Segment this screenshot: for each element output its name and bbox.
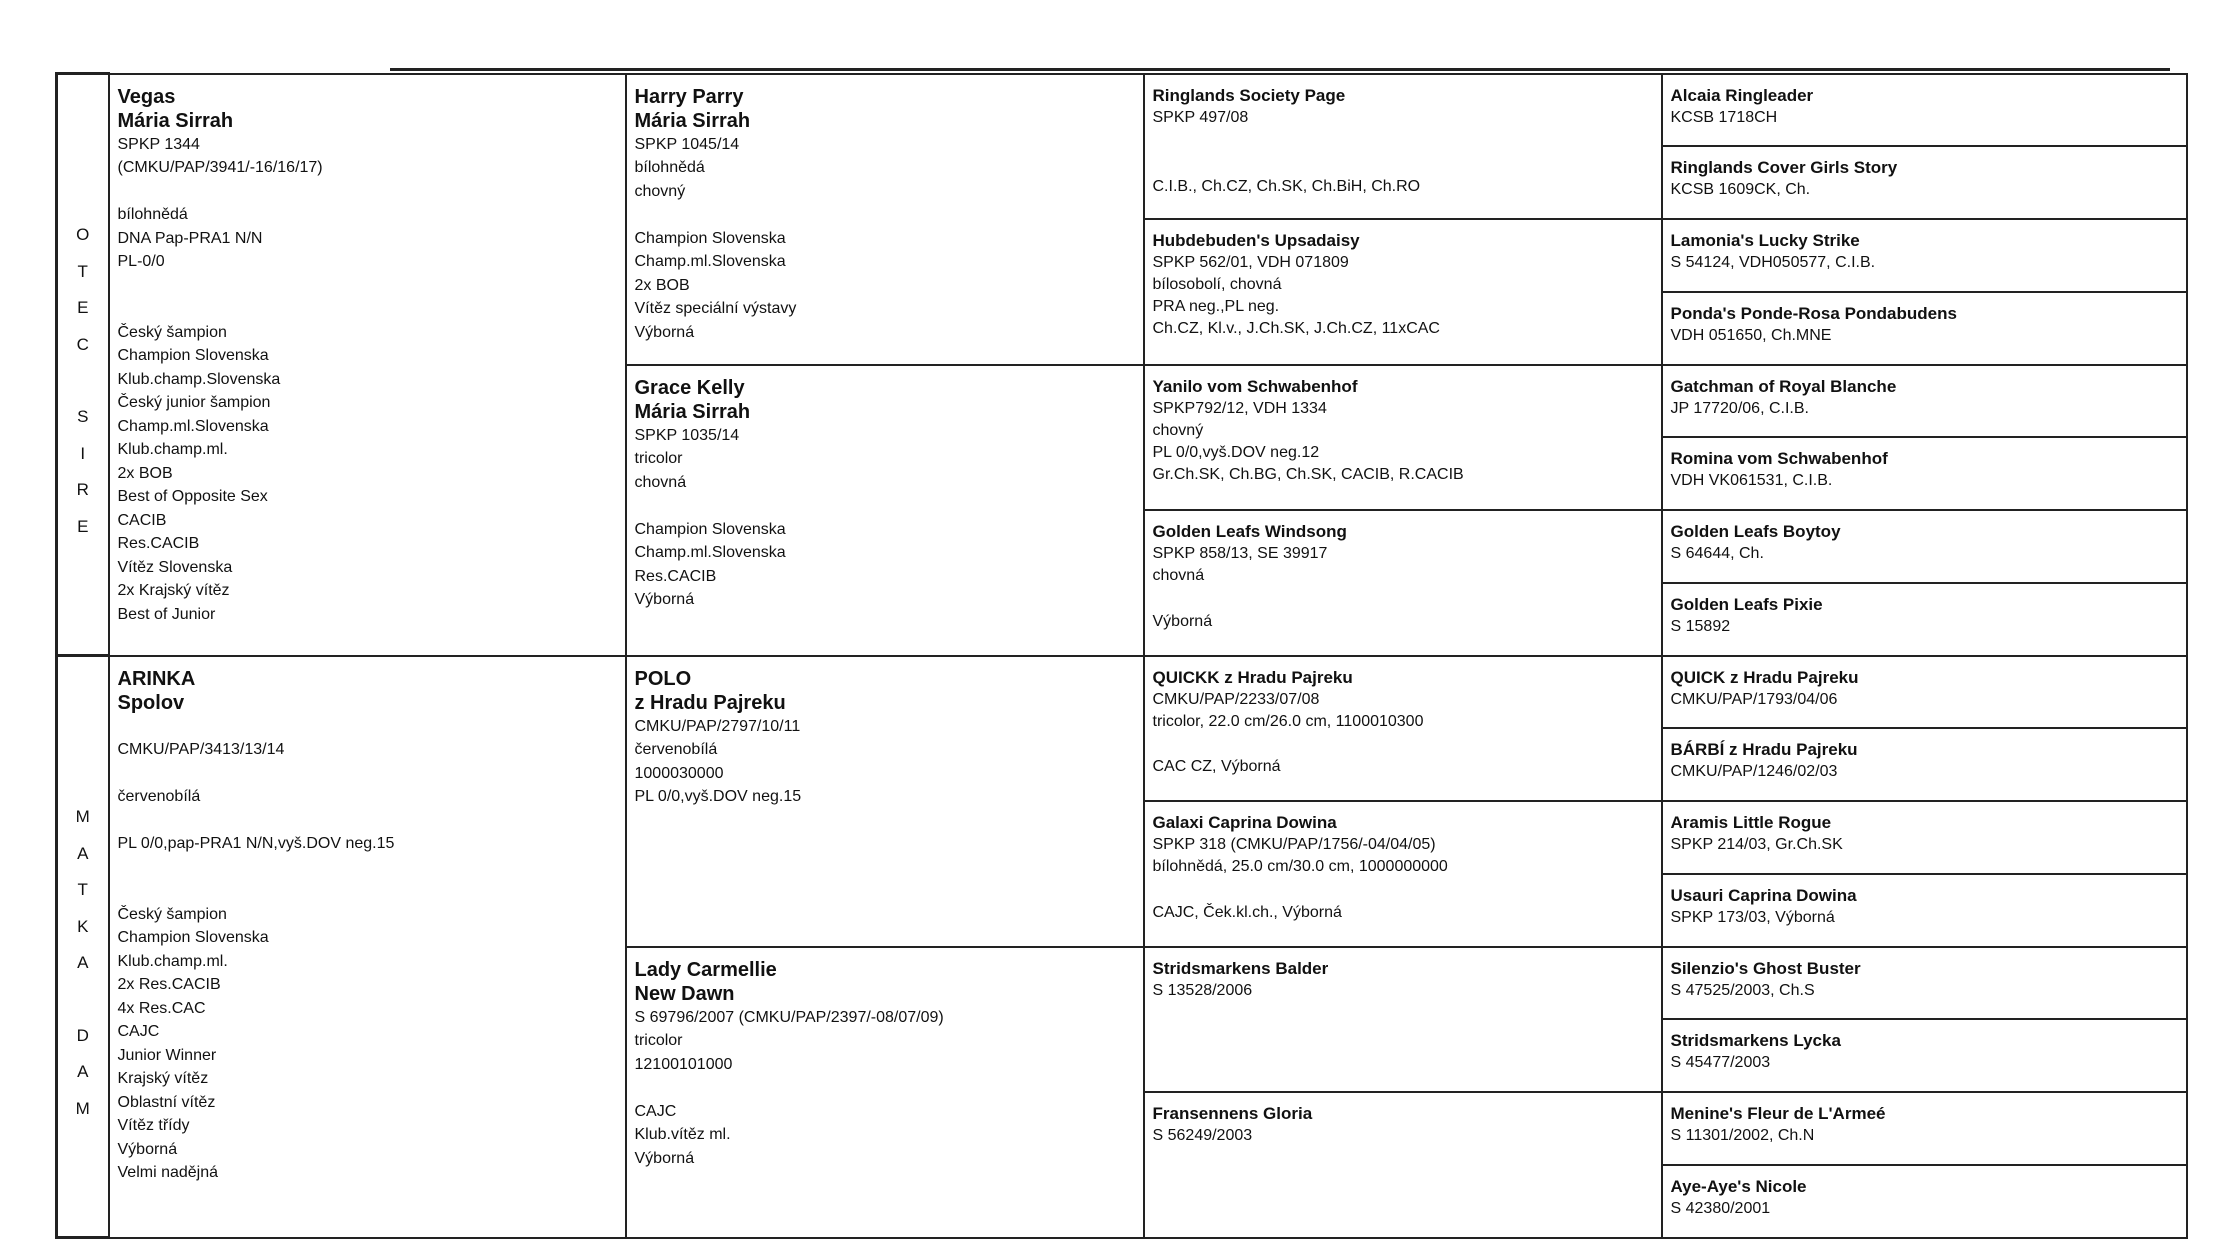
ancestor-cell (1662, 947, 2187, 1020)
side-letter: T (77, 261, 88, 281)
sire-detail: bílohnědá (117, 206, 188, 223)
great-grandparent-name: Hubdebuden's Upsadaisy (1152, 231, 1360, 250)
great-grandparent-detail: tricolor, 22.0 cm/26.0 cm, 1100010300 (1152, 712, 1424, 730)
great-grandparent-detail: Výborná (1152, 612, 1213, 630)
parent-cell-dd (626, 947, 1144, 1238)
great-grandparent-cell (1144, 801, 1662, 947)
great-grandparent-detail: chovná (1152, 567, 1205, 584)
great-grandparent-detail: CAJC, Ček.kl.ch., Výborná (1152, 903, 1342, 921)
ancestor-detail: VDH 051650, Ch.MNE (1670, 326, 1832, 344)
ancestor-detail: KCSB 1718CH (1670, 108, 1778, 126)
great-grandparent-detail (1153, 733, 1653, 757)
sire-cell (109, 74, 626, 656)
great-grandparent-detail: chovný (1152, 421, 1204, 439)
dam-detail: 2x Res.CACIB (117, 976, 221, 993)
ancestor-cell (1662, 1019, 2187, 1092)
sire-detail: Český šampion (117, 323, 227, 341)
grandparent-dd-detail: CAJC (634, 1102, 677, 1120)
sire-detail: PL-0/0 (117, 253, 165, 270)
sire-detail: (CMKU/PAP/3941/-16/16/17) (117, 159, 323, 176)
grandparent-sd-detail: chovná (634, 473, 687, 491)
ancestor-detail: VDH VK061531, C.I.B. (1670, 472, 1833, 490)
grandparent-dd-detail: tricolor (634, 1032, 683, 1049)
sire-detail: 2x BOB (117, 464, 173, 482)
ancestor-name: Usauri Caprina Dowina (1670, 885, 1857, 905)
side-letter: R (76, 480, 89, 499)
great-grandparent-cell (1144, 219, 1662, 365)
dam-side-label (57, 656, 109, 1238)
dam-detail (118, 762, 617, 786)
ancestor-cell (1662, 1165, 2187, 1238)
ancestor-cell (1662, 437, 2187, 510)
grandparent-ss-name: Harry Parry (634, 85, 744, 108)
great-grandparent-cell (1144, 510, 1662, 656)
grandparent-ss-detail: Výborná (634, 323, 695, 341)
side-letter: A (77, 953, 89, 972)
side-letter: M (75, 807, 90, 826)
grandparent-ss-detail: bílohnědá (634, 159, 705, 176)
grandparent-sd-kennel: Mária Sirrah (634, 400, 751, 423)
grandparent-ss-detail: Champion Slovenska (634, 229, 786, 247)
grandparent-dd-detail: Klub.vítěz ml. (634, 1126, 731, 1143)
ancestor-name: QUICK z Hradu Pajreku (1670, 667, 1859, 687)
great-grandparent-detail: SPKP792/12, VDH 1334 (1152, 399, 1327, 417)
dam-detail: Výborná (117, 1140, 178, 1158)
great-grandparent-detail: Ch.CZ, Kl.v., J.Ch.SK, J.Ch.CZ, 11xCAC (1152, 320, 1440, 337)
grandparent-ss-detail: SPKP 1045/14 (634, 135, 740, 153)
ancestor-detail: S 47525/2003, Ch.S (1670, 981, 1815, 999)
grandparent-ss-detail (635, 203, 1135, 227)
ancestor-detail: S 42380/2001 (1670, 1199, 1771, 1217)
dam-cell (109, 656, 626, 1238)
dam-detail: PL 0/0,pap-PRA1 N/N,vyš.DOV neg.15 (117, 835, 395, 852)
ancestor-name: Ponda's Ponde-Rosa Pondabudens (1670, 303, 1957, 323)
sire-detail: Champion Slovenska (117, 347, 269, 364)
grandparent-ds-detail: PL 0/0,vyš.DOV neg.15 (634, 788, 802, 805)
great-grandparent-detail: CMKU/PAP/2233/07/08 (1152, 690, 1320, 708)
grandparent-sd-detail: Výborná (634, 591, 695, 608)
grandparent-dd-detail (635, 1076, 1135, 1100)
dam-detail: Krajský vítěz (117, 1070, 209, 1087)
ancestor-detail: SPKP 214/03, Gr.Ch.SK (1670, 836, 1843, 853)
grandparent-dd-detail: 12100101000 (634, 1055, 733, 1073)
ancestor-cell (1662, 365, 2187, 438)
dam-detail: Český šampion (117, 905, 227, 923)
sire-detail: Klub.champ.Slovenska (117, 370, 281, 388)
great-grandparent-cell (1144, 365, 1662, 511)
sire-kennel: Mária Sirrah (117, 109, 234, 132)
great-grandparent-name: Yanilo vom Schwabenhof (1152, 376, 1358, 396)
ancestor-detail: KCSB 1609CK, Ch. (1670, 181, 1811, 199)
sire-detail (118, 180, 617, 204)
side-letter: A (77, 843, 89, 863)
ancestor-name: Golden Leafs Pixie (1670, 594, 1823, 614)
grandparent-dd-detail: Výborná (634, 1149, 695, 1167)
ancestor-cell (1662, 801, 2187, 874)
dam-detail (118, 715, 617, 739)
dam-detail: 4x Res.CAC (117, 999, 206, 1017)
ancestor-detail: S 11301/2002, Ch.N (1670, 1127, 1815, 1144)
great-grandparent-detail: SPKP 858/13, SE 39917 (1152, 545, 1328, 562)
great-grandparent-detail: PRA neg.,PL neg. (1152, 298, 1280, 315)
ancestor-detail: CMKU/PAP/1793/04/06 (1670, 690, 1838, 708)
ancestor-name: Stridsmarkens Lycka (1670, 1031, 1841, 1051)
ancestor-cell (1662, 583, 2187, 656)
ancestor-cell (1662, 146, 2187, 219)
side-letter: M (75, 1098, 90, 1118)
grandparent-sd-detail: Res.CACIB (634, 567, 717, 585)
grandparent-dd-detail: S 69796/2007 (CMKU/PAP/2397/-08/07/09) (634, 1008, 944, 1026)
sire-detail (118, 297, 617, 321)
great-grandparent-detail: bílohnědá, 25.0 cm/30.0 cm, 1000000000 (1152, 858, 1448, 875)
top-rule (390, 68, 2170, 71)
dam-detail: Champion Slovenska (117, 929, 269, 946)
sire-detail (118, 274, 617, 298)
grandparent-ss-detail: chovný (634, 182, 686, 200)
ancestor-name: BÁRBÍ z Hradu Pajreku (1670, 740, 1858, 760)
sire-detail: SPKP 1344 (117, 135, 200, 153)
great-grandparent-detail: S 56249/2003 (1152, 1127, 1253, 1144)
ancestor-name: Silenzio's Ghost Buster (1670, 958, 1861, 978)
great-grandparent-name: Galaxi Caprina Dowina (1152, 813, 1337, 832)
ancestor-name: Gatchman of Royal Blanche (1670, 376, 1897, 396)
dam-detail: CAJC (117, 1023, 160, 1040)
ancestor-name: Golden Leafs Boytoy (1670, 522, 1841, 541)
grandparent-sd-detail: SPKP 1035/14 (634, 426, 740, 444)
ancestor-name: Aye-Aye's Nicole (1670, 1176, 1807, 1196)
ancestor-cell (1662, 292, 2187, 365)
ancestor-name: Lamonia's Lucky Strike (1670, 231, 1860, 250)
grandparent-ss-detail: 2x BOB (634, 276, 690, 294)
pedigree-row (57, 656, 2187, 729)
pedigree-row (57, 74, 2187, 147)
ancestor-name: Ringlands Cover Girls Story (1670, 158, 1898, 178)
grandparent-ds-kennel: z Hradu Pajreku (634, 691, 786, 714)
sire-detail: Český junior šampion (117, 394, 271, 411)
side-letter: K (77, 916, 89, 936)
grandparent-sd-detail: Champion Slovenska (634, 520, 786, 538)
dam-detail: Klub.champ.ml. (117, 952, 228, 970)
ancestor-cell (1662, 656, 2187, 729)
grandparent-ss-kennel: Mária Sirrah (634, 109, 751, 132)
ancestor-detail: SPKP 173/03, Výborná (1670, 908, 1835, 926)
sire-side-label (57, 74, 109, 656)
ancestor-cell (1662, 219, 2187, 292)
parent-cell-sd (626, 365, 1144, 656)
ancestor-cell (1662, 874, 2187, 947)
grandparent-ss-detail: Vítěz speciální výstavy (634, 300, 797, 317)
dam-detail: CMKU/PAP/3413/13/14 (117, 741, 285, 758)
side-letter: T (77, 880, 88, 899)
dam-detail: Oblastní vítěz (117, 1093, 216, 1111)
dam-kennel: Spolov (117, 691, 185, 714)
ancestor-cell (1662, 74, 2187, 147)
grandparent-ss-detail: Champ.ml.Slovenska (634, 253, 786, 270)
great-grandparent-name: QUICKK z Hradu Pajreku (1152, 667, 1353, 687)
great-grandparent-name: Fransennens Gloria (1152, 1104, 1313, 1123)
grandparent-sd-name: Grace Kelly (634, 376, 745, 399)
sire-detail: Champ.ml.Slovenska (117, 417, 269, 435)
great-grandparent-detail: S 13528/2006 (1152, 981, 1253, 999)
side-letter: O (76, 225, 90, 244)
great-grandparent-detail: Gr.Ch.SK, Ch.BG, Ch.SK, CACIB, R.CACIB (1152, 465, 1464, 483)
side-letter: D (76, 1025, 89, 1045)
pedigree-table (55, 72, 2188, 1239)
sire-detail: Klub.champ.ml. (117, 441, 228, 458)
sire-detail: CACIB (117, 511, 167, 529)
side-letter: I (80, 443, 86, 463)
grandparent-ds-detail: CMKU/PAP/2797/10/11 (634, 717, 801, 735)
side-letter: C (76, 334, 89, 354)
ancestor-cell (1662, 1092, 2187, 1165)
sire-name: Vegas (117, 85, 176, 108)
ancestor-name: Alcaia Ringleader (1670, 85, 1814, 105)
sire-detail: Best of Opposite Sex (117, 488, 268, 505)
great-grandparent-cell (1144, 947, 1662, 1093)
great-grandparent-detail (1153, 587, 1653, 611)
great-grandparent-detail: CAC CZ, Výborná (1152, 758, 1281, 775)
dam-detail (118, 879, 617, 903)
dam-detail: Vítěz třídy (117, 1117, 190, 1134)
great-grandparent-name: Ringlands Society Page (1152, 85, 1346, 105)
grandparent-dd-name: Lady Carmellie (634, 958, 777, 981)
ancestor-detail: S 15892 (1670, 617, 1731, 635)
grandparent-dd-kennel: New Dawn (634, 982, 735, 1005)
parent-cell-ds (626, 656, 1144, 947)
sire-detail: Best of Junior (117, 605, 216, 623)
great-grandparent-detail: PL 0/0,vyš.DOV neg.12 (1152, 443, 1320, 461)
ancestor-name: Romina vom Schwabenhof (1670, 449, 1888, 469)
great-grandparent-detail: SPKP 318 (CMKU/PAP/1756/-04/04/05) (1152, 836, 1436, 853)
grandparent-ds-detail: červenobílá (634, 741, 718, 758)
ancestor-detail: JP 17720/06, C.I.B. (1670, 399, 1809, 417)
ancestor-detail: S 45477/2003 (1670, 1054, 1771, 1072)
grandparent-ds-name: POLO (634, 667, 692, 690)
great-grandparent-name: Golden Leafs Windsong (1152, 522, 1347, 541)
side-letter: S (77, 407, 89, 426)
parent-cell-ss (626, 74, 1144, 365)
great-grandparent-detail: SPKP 562/01, VDH 071809 (1152, 254, 1349, 271)
dam-name: ARINKA (117, 667, 196, 690)
grandparent-sd-detail (635, 494, 1135, 518)
side-letter: E (77, 298, 89, 317)
ancestor-name: Aramis Little Rogue (1670, 813, 1832, 832)
side-letter: A (77, 1062, 89, 1081)
sire-detail: DNA Pap-PRA1 N/N (117, 229, 263, 247)
ancestor-name: Menine's Fleur de L'Armeé (1670, 1104, 1886, 1123)
great-grandparent-cell (1144, 656, 1662, 802)
great-grandparent-detail: C.I.B., Ch.CZ, Ch.SK, Ch.BiH, Ch.RO (1152, 177, 1421, 195)
grandparent-sd-detail: Champ.ml.Slovenska (634, 544, 786, 561)
great-grandparent-detail (1153, 129, 1653, 153)
grandparent-ds-detail: 1000030000 (634, 764, 724, 782)
great-grandparent-detail: bílosobolí, chovná (1152, 276, 1282, 293)
ancestor-cell (1662, 510, 2187, 583)
dam-detail (118, 809, 617, 833)
ancestor-detail: S 64644, Ch. (1670, 545, 1764, 562)
dam-detail (118, 856, 617, 880)
grandparent-sd-detail: tricolor (634, 450, 683, 467)
sire-detail: Vítěz Slovenska (117, 558, 233, 576)
dam-detail: Velmi nadějná (117, 1164, 219, 1181)
great-grandparent-detail (1153, 152, 1653, 176)
ancestor-detail: S 54124, VDH050577, C.I.B. (1670, 254, 1876, 271)
great-grandparent-name: Stridsmarkens Balder (1152, 958, 1329, 978)
sire-detail: 2x Krajský vítěz (117, 582, 230, 599)
side-letter: E (77, 516, 89, 536)
ancestor-detail: CMKU/PAP/1246/02/03 (1670, 763, 1838, 781)
dam-detail: červenobílá (117, 788, 201, 805)
great-grandparent-detail (1153, 878, 1653, 902)
great-grandparent-detail: SPKP 497/08 (1152, 108, 1249, 126)
sire-detail: Res.CACIB (117, 535, 200, 552)
great-grandparent-cell (1144, 1092, 1662, 1238)
ancestor-cell (1662, 728, 2187, 801)
dam-detail: Junior Winner (117, 1046, 217, 1064)
great-grandparent-cell (1144, 74, 1662, 220)
